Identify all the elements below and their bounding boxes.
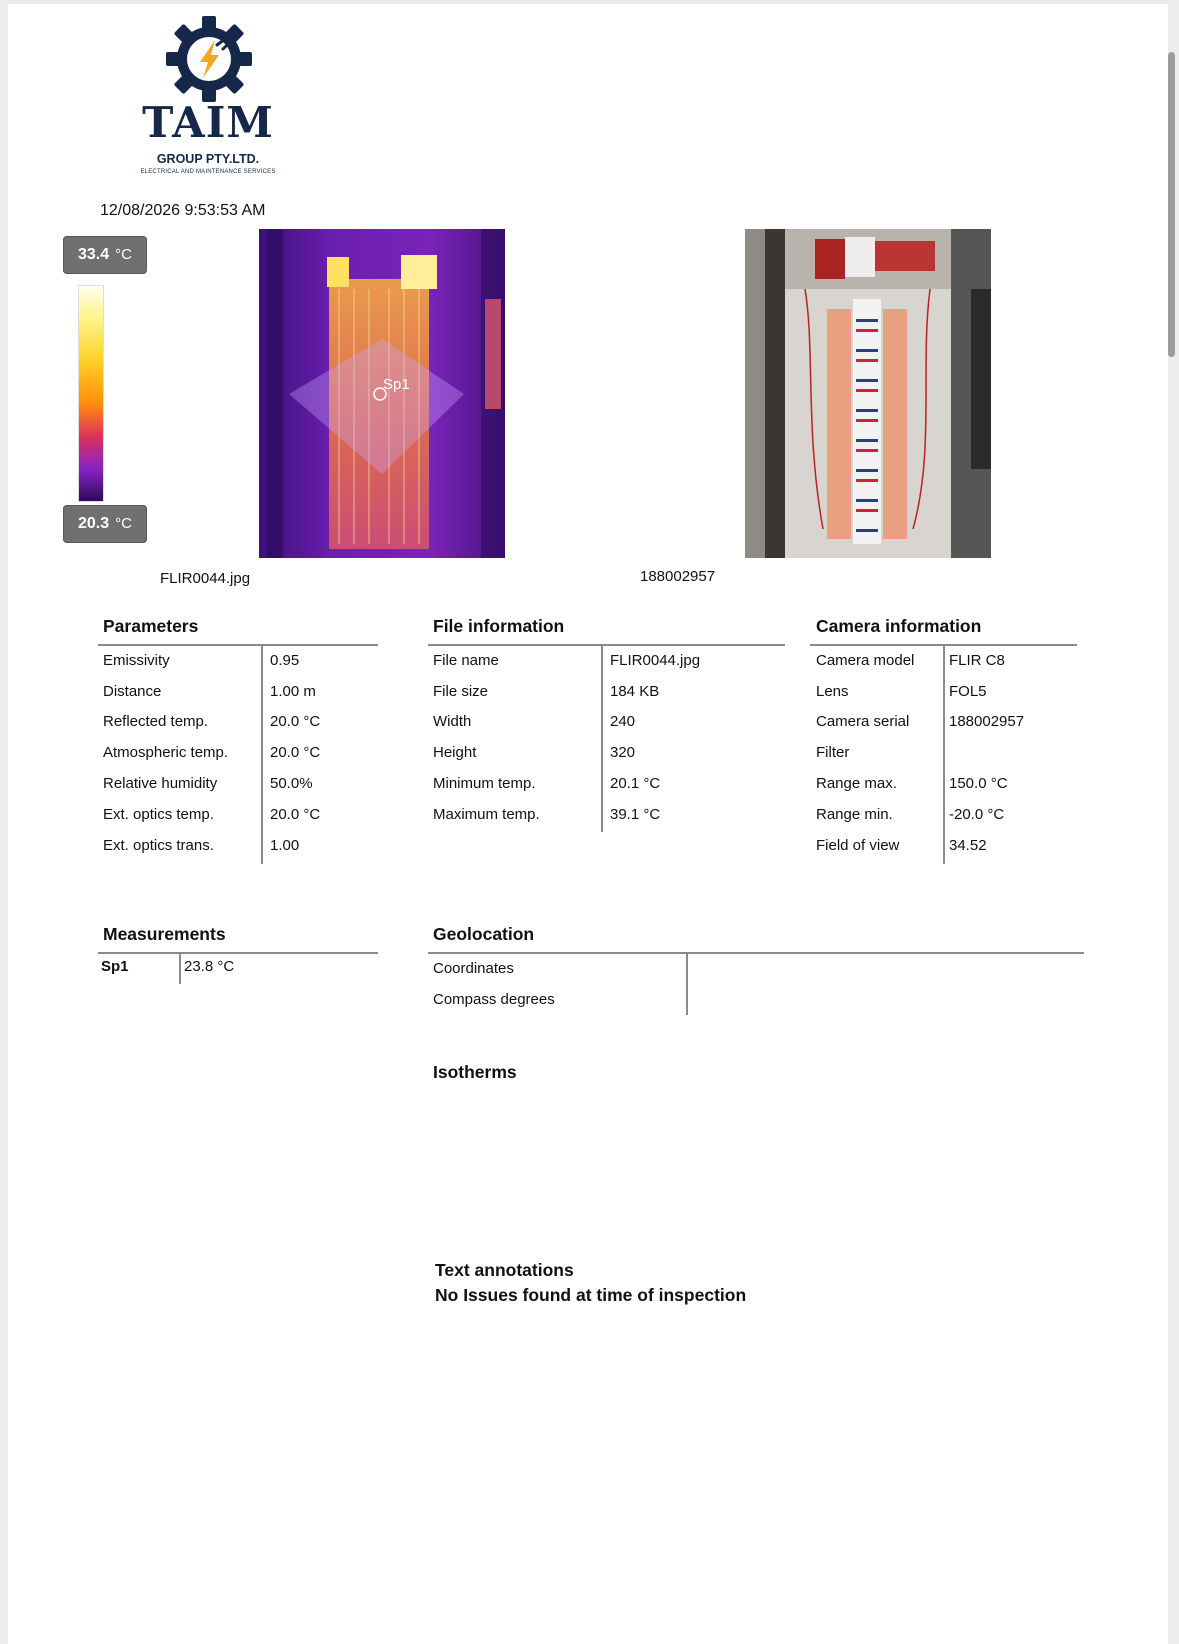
file-info-label: File name bbox=[433, 652, 499, 669]
measurement-value: 23.8 °C bbox=[184, 958, 235, 975]
parameters-title: Parameters bbox=[103, 616, 199, 636]
geolocation-divider bbox=[686, 954, 688, 1015]
spot-marker-label: Sp1 bbox=[383, 376, 410, 393]
param-label: Distance bbox=[103, 683, 162, 700]
scale-min-badge bbox=[63, 505, 147, 543]
parameters-rule bbox=[98, 644, 378, 646]
camera-info-label: Camera serial bbox=[816, 713, 910, 730]
geolocation-rule bbox=[428, 952, 1084, 954]
scale-max-unit: °C bbox=[115, 246, 132, 263]
camera-info-value: FOL5 bbox=[949, 683, 987, 700]
scale-max-value: 33.4 bbox=[78, 246, 110, 263]
file-info-value: FLIR0044.jpg bbox=[610, 652, 701, 669]
thermal-image bbox=[259, 229, 505, 558]
logo-wordmark: TAIM bbox=[142, 98, 274, 147]
camera-info-value: 34.52 bbox=[949, 837, 987, 854]
isotherms-title: Isotherms bbox=[433, 1062, 517, 1082]
measurements-divider bbox=[179, 954, 181, 984]
file-info-divider bbox=[601, 646, 603, 832]
vertical-scrollbar[interactable] bbox=[1168, 52, 1175, 357]
camera-info-value: -20.0 °C bbox=[949, 806, 1005, 823]
report-timestamp: 12/08/2026 9:53:53 AM bbox=[100, 202, 266, 219]
scale-max-badge bbox=[63, 236, 147, 274]
geolocation-title: Geolocation bbox=[433, 924, 535, 944]
file-info-value: 20.1 °C bbox=[610, 775, 661, 792]
file-info-label: Height bbox=[433, 744, 477, 761]
company-logo bbox=[133, 16, 283, 174]
gear-bolt-icon bbox=[166, 16, 252, 102]
camera-info-label: Lens bbox=[816, 683, 849, 700]
camera-info-value: 188002957 bbox=[949, 713, 1025, 730]
logo-subtitle: GROUP PTY.LTD. bbox=[156, 152, 260, 166]
file-info-value: 184 KB bbox=[610, 683, 660, 700]
camera-info-label: Range max. bbox=[816, 775, 897, 792]
logo-tagline: ELECTRICAL AND MAINTENANCE SERVICES bbox=[140, 169, 276, 175]
camera-info-label: Filter bbox=[816, 744, 850, 761]
thermal-image-caption: FLIR0044.jpg bbox=[160, 570, 251, 587]
file-info-label: Minimum temp. bbox=[433, 775, 536, 792]
param-value: 1.00 m bbox=[270, 683, 316, 700]
photo-caption: 188002957 bbox=[640, 568, 716, 585]
camera-info-title: Camera information bbox=[816, 616, 982, 636]
geolocation-label: Coordinates bbox=[433, 960, 514, 977]
camera-info-value: 150.0 °C bbox=[949, 775, 1008, 792]
annotations-title: Text annotations bbox=[435, 1260, 574, 1280]
camera-info-value: FLIR C8 bbox=[949, 652, 1005, 669]
file-info-label: Maximum temp. bbox=[433, 806, 540, 823]
param-value: 20.0 °C bbox=[270, 744, 321, 761]
temperature-scale-bar bbox=[78, 285, 104, 502]
scale-min-value: 20.3 bbox=[78, 515, 110, 532]
file-info-value: 240 bbox=[610, 713, 636, 730]
param-label: Ext. optics temp. bbox=[103, 806, 214, 823]
camera-info-label: Camera model bbox=[816, 652, 915, 669]
param-label: Relative humidity bbox=[103, 775, 218, 792]
file-info-value: 320 bbox=[610, 744, 636, 761]
camera-info-label: Range min. bbox=[816, 806, 893, 823]
report-page bbox=[8, 4, 1168, 1644]
panel-photo bbox=[745, 229, 991, 558]
param-label: Reflected temp. bbox=[103, 713, 209, 730]
param-value: 1.00 bbox=[270, 837, 300, 854]
measurements-title: Measurements bbox=[103, 924, 226, 944]
scale-min-unit: °C bbox=[115, 515, 132, 532]
file-info-label: Width bbox=[433, 713, 472, 730]
param-label: Emissivity bbox=[103, 652, 170, 669]
annotation-text: No Issues found at time of inspection bbox=[435, 1285, 747, 1305]
param-value: 20.0 °C bbox=[270, 713, 321, 730]
measurements-rule bbox=[98, 952, 378, 954]
geolocation-label: Compass degrees bbox=[433, 991, 555, 1008]
file-info-value: 39.1 °C bbox=[610, 806, 661, 823]
camera-info-divider bbox=[943, 646, 945, 864]
parameters-divider bbox=[261, 646, 263, 864]
file-info-rule bbox=[428, 644, 785, 646]
param-value: 20.0 °C bbox=[270, 806, 321, 823]
camera-info-label: Field of view bbox=[816, 837, 900, 854]
param-value: 0.95 bbox=[270, 652, 300, 669]
param-value: 50.0% bbox=[270, 775, 313, 792]
measurement-label: Sp1 bbox=[101, 958, 129, 975]
param-label: Atmospheric temp. bbox=[103, 744, 229, 761]
file-info-title: File information bbox=[433, 616, 565, 636]
param-label: Ext. optics trans. bbox=[103, 837, 214, 854]
file-info-label: File size bbox=[433, 683, 489, 700]
